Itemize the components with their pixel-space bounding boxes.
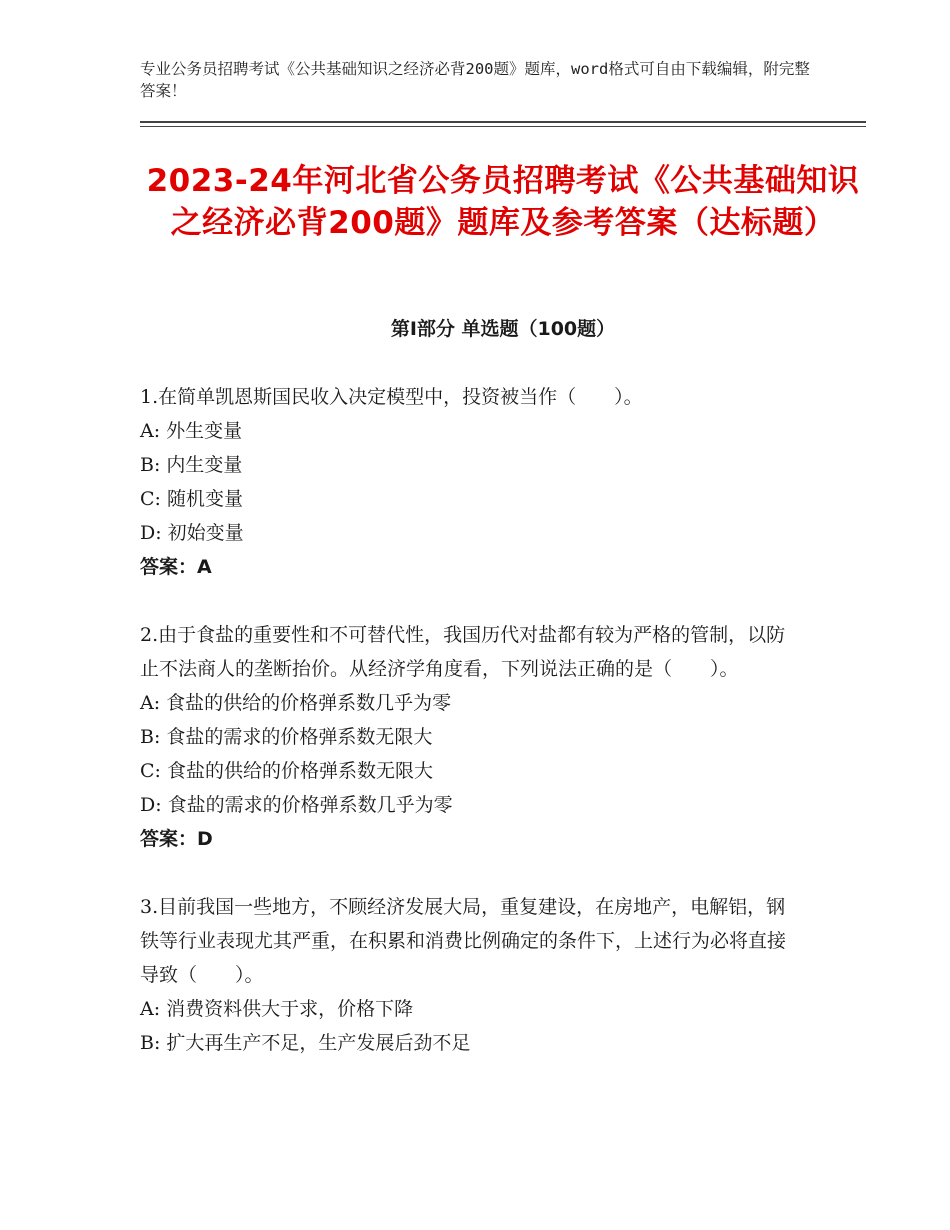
question-3 [140,890,800,1060]
option-a: A: 食盐的供给的价格弹系数几乎为零 [140,692,452,714]
document-title: 2023-24年河北省公务员招聘考试《公共基础知识之经济必背200题》题库及参考答案（达标题） [146,163,860,241]
header-rule-thick [140,121,866,123]
answer-line: 答案：A [140,556,212,578]
option-a: A: 消费资料供大于求，价格下降 [140,998,414,1020]
question-stem: 3.目前我国一些地方，不顾经济发展大局，重复建设，在房地产，电解铝，钢铁等行业表现尤其严重，在积累和消费比例确定的条件下，上述行为必将直接导致（ ）。 [140,896,787,986]
question-1 [140,380,800,584]
option-c: C: 食盐的供给的价格弹系数无限大 [140,760,433,782]
section-title: 第Ⅰ部分 单选题（100题） [390,318,616,340]
question-2 [140,618,800,856]
option-b: B: 扩大再生产不足，生产发展后劲不足 [140,1032,471,1054]
header-note: 专业公务员招聘考试《公共基础知识之经济必背200题》题库，word格式可自由下载编辑，附完整答案！ [140,60,810,100]
header-rule-thin [140,126,866,127]
option-b: B: 食盐的需求的价格弹系数无限大 [140,726,433,748]
option-a: A: 外生变量 [140,420,243,442]
answer-line: 答案：D [140,828,213,850]
option-c: C: 随机变量 [140,488,243,510]
question-stem: 1.在简单凯恩斯国民收入决定模型中，投资被当作（ ）。 [140,386,643,408]
question-list [140,380,800,1094]
option-d: D: 食盐的需求的价格弹系数几乎为零 [140,794,453,816]
question-stem: 2.由于食盐的重要性和不可替代性，我国历代对盐都有较为严格的管制，以防止不法商人的垄断抬价。从经济学角度看，下列说法正确的是（ ）。 [140,624,786,680]
option-b: B: 内生变量 [140,454,243,476]
option-d: D: 初始变量 [140,522,244,544]
